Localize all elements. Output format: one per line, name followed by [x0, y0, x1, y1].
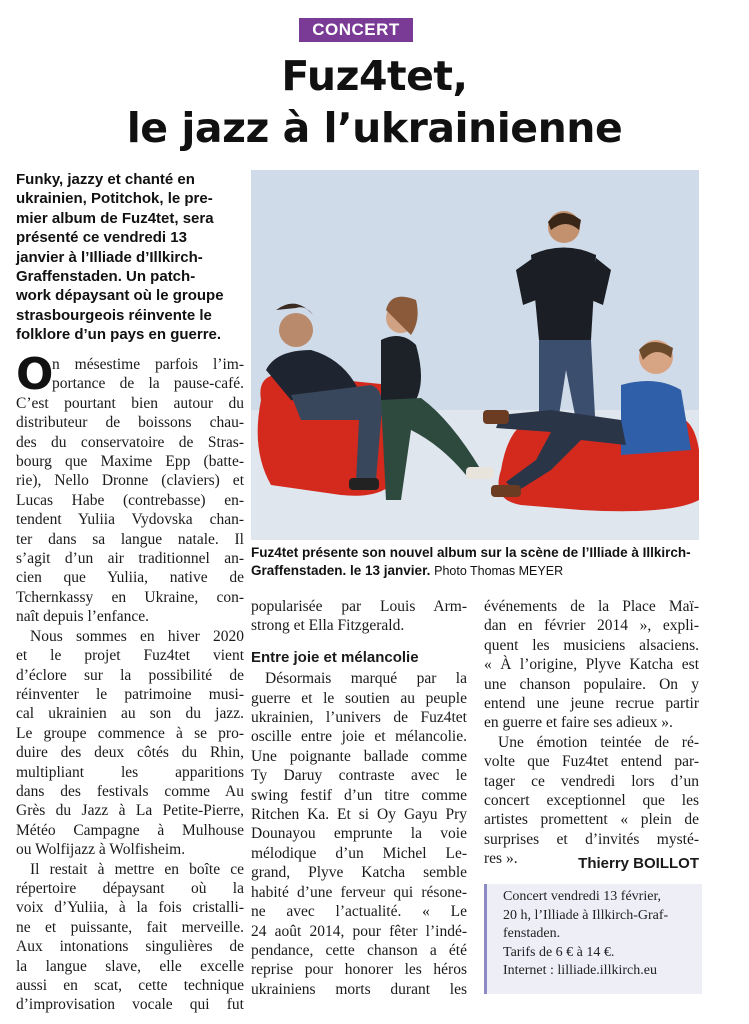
- body-line: événements de la Place Maï-: [484, 598, 699, 615]
- body-line: Tchernkassy en Ukraine, con-: [16, 588, 244, 606]
- body-line: une chanson populaire. On y: [484, 675, 699, 693]
- musician-2-body: [381, 336, 421, 400]
- musician-1-head: [279, 313, 313, 347]
- body-line: habité d’une ferveur qui résone-: [251, 883, 467, 901]
- body-line: Une poignante ballade comme: [251, 747, 467, 765]
- musician-3-body: [531, 248, 596, 341]
- body-line: naît depuis l’enfance.: [16, 608, 149, 626]
- body-line: Nous sommes en hiver 2020: [30, 627, 244, 645]
- body-line: grand, Plyve Katcha semble: [251, 864, 467, 882]
- body-line: tendent Yuliia Vydovska chan-: [16, 511, 244, 529]
- info-line: Tarifs de 6 € à 14 €.: [503, 944, 615, 960]
- body-line: d’improvisation vocale qui fut: [16, 996, 244, 1014]
- author-signature: Thierry BOILLOT: [578, 855, 699, 872]
- body-line: Aux intonations singulières de: [16, 938, 244, 956]
- body-line: oscille entre joie et mélancolie.: [251, 728, 467, 746]
- body-paragraph: [251, 669, 467, 999]
- body-line: Grès du Jazz à La Petite-Pierre,: [16, 802, 244, 820]
- body-continuation: [251, 597, 467, 636]
- body-line: d’éclore sur la possibilité de: [16, 666, 244, 684]
- body-line: ne et puissante, fait merveille.: [16, 918, 244, 936]
- body-line: surprises et d’invités mysté-: [484, 830, 699, 848]
- body-line: cal ukrainien au son du jazz.: [16, 705, 244, 723]
- lead-line: mier album de Fuz4tet, sera: [16, 209, 214, 227]
- musician-4-body: [621, 381, 691, 455]
- body-line: Dounayou emprunte la voie: [251, 825, 467, 843]
- body-line: des du conservatoire de Stras-: [16, 433, 244, 451]
- body-line: ou Wolfijazz à Wolfisheim.: [16, 841, 186, 859]
- body-line: bourg que Maxime Epp (batte-: [16, 453, 244, 471]
- body-line: artistes promettent « plein de: [484, 811, 699, 829]
- body-line: n mésestime parfois l’im-: [52, 356, 244, 373]
- body-line: popularisée par Louis Arm-: [251, 598, 467, 615]
- body-line: Désormais marqué par la: [265, 670, 467, 688]
- body-line: « À l’origine, Plyve Katcha est: [484, 656, 699, 674]
- body-line: strong et Ella Fitzgerald.: [251, 617, 405, 635]
- practical-info-box: [484, 884, 702, 994]
- body-line: volte que Fuz4tet entend par-: [484, 753, 699, 771]
- headline-line-1: Fuz4tet,: [281, 52, 468, 100]
- lead-line: folklore d’un pays en guerre.: [16, 326, 222, 344]
- body-line: C’est pourtant bien autour du: [16, 394, 244, 412]
- body-line: rie), Nello Dronne (claviers) et: [16, 472, 244, 490]
- body-line: mélodique d’un Michel Le-: [251, 844, 467, 862]
- body-line: Le groupe commence à se pro-: [16, 724, 244, 742]
- article-lead: [16, 170, 244, 345]
- lead-line: janvier à l’Illiade d’Illkirch-: [16, 248, 203, 266]
- body-line: s’agit d’un air traditionnel an-: [16, 550, 244, 568]
- lead-line: Funky, jazzy et chanté en: [16, 171, 195, 188]
- body-line: duire des deux côtés du Rhin,: [16, 744, 244, 762]
- body-line: ter dans sa langue natale. Il: [16, 530, 244, 548]
- body-line: entend une jeune recrue partir: [484, 695, 699, 713]
- body-line: ukrainiens morts durant les: [251, 980, 467, 998]
- body-line: guerre et le soutien au peuple: [251, 689, 467, 707]
- body-line: portance de la pause-café.: [52, 375, 244, 393]
- info-line: fenstaden.: [503, 926, 561, 942]
- body-line: tager ce vendredi lors d’un: [484, 772, 699, 790]
- body-line: Météo Campagne à Mulhouse: [16, 821, 244, 839]
- info-line: 20 h, l’Illiade à Illkirch-Graf-: [503, 907, 669, 923]
- body-column-2: [251, 597, 467, 999]
- body-line: distributeur de boissons chau-: [16, 414, 244, 432]
- body-column-3: [484, 597, 699, 869]
- lead-line: Graffenstaden. Un patch-: [16, 268, 196, 286]
- lead-line: work dépaysant où le groupe: [16, 287, 224, 305]
- body-line: 24 août 2014, pour fêter l’indé-: [251, 922, 467, 940]
- drop-cap: O: [16, 349, 54, 400]
- body-line: et le projet Fuz4tet vient: [16, 647, 244, 665]
- body-line: aussi en scat, cette technique: [16, 977, 244, 994]
- body-line: ukrainien, l’univers de Fuz4tet: [251, 709, 467, 727]
- headline-line-2: le jazz à l’ukrainienne: [126, 104, 623, 152]
- body-line: reprise pour honorer les héros: [251, 961, 467, 979]
- body-line: en guerre et faire ses adieux ».: [484, 714, 673, 732]
- body-line: dan en février 2014 », expli-: [484, 617, 699, 635]
- info-line: Internet : lilliade.illkirch.eu: [503, 963, 657, 979]
- band-photo: [251, 170, 699, 540]
- body-line: quent les musiciens alsaciens.: [484, 636, 699, 654]
- body-line: multipliant les apparitions: [16, 763, 244, 781]
- body-line: Une émotion teintée de ré-: [498, 733, 699, 751]
- body-line: swing festif d’un titre comme: [251, 786, 467, 804]
- info-text: [503, 888, 701, 981]
- photo-credit: Photo Thomas MEYER: [434, 564, 564, 578]
- photo-caption: [251, 544, 699, 580]
- body-line: dans des festivals comme Au: [16, 782, 244, 800]
- body-line: répertoire dépaysant où la: [16, 879, 244, 897]
- body-line: Ritchen Ka. Et si Oy Gayu Pry: [251, 806, 467, 824]
- section-kicker: CONCERT: [299, 18, 413, 42]
- caption-text: Fuz4tet présente son nouvel album sur la scène de l’Illiade à Illkirch-Graffenstaden. le 13 janvier.: [251, 545, 691, 578]
- body-line: ne avec l’actualité. « Le: [251, 903, 467, 921]
- body-line: pendance, cette chanson a été: [251, 941, 467, 959]
- info-line: Concert vendredi 13 février,: [503, 889, 662, 904]
- body-line: réinventer le patrimoine musi-: [16, 685, 244, 703]
- article-headline: [40, 50, 709, 154]
- subheading: Entre joie et mélancolie: [251, 648, 419, 666]
- body-line: voix d’Yuliia, à la fois cristalli-: [16, 899, 244, 917]
- body-line: Ty Daruy contraste avec le: [251, 767, 467, 785]
- body-line: cien que Yuliia, native de: [16, 569, 244, 587]
- lead-line: ukrainien, Potitchok, le pre-: [16, 190, 213, 208]
- body-column-1: [16, 349, 244, 1015]
- body-line: res ».: [484, 850, 518, 868]
- lead-line: strasbourgeois réinvente le: [16, 306, 212, 324]
- body-line: Lucas Habe (contrebasse) en-: [16, 491, 244, 509]
- body-line: la langue slave, elle excelle: [16, 957, 244, 975]
- body-line: Il restait à mettre en boîte ce: [30, 860, 244, 878]
- lead-line: présenté ce vendredi 13: [16, 229, 187, 247]
- body-line: concert exceptionnel que les: [484, 792, 699, 810]
